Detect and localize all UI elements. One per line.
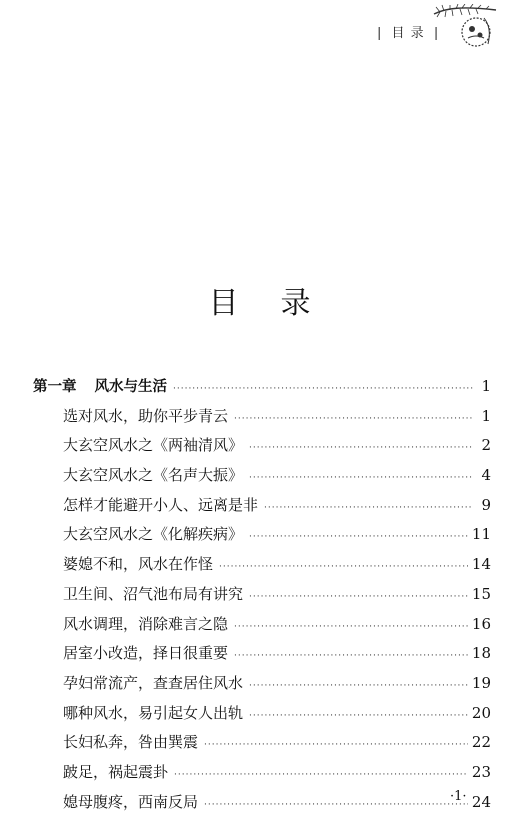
dot-leader <box>234 646 468 666</box>
dot-leader <box>204 795 468 815</box>
dot-leader <box>249 438 473 458</box>
entry-title: 居室小改造，择日很重要 <box>63 644 229 663</box>
entry-title: 孕妇常流产，查查居住风水 <box>63 673 244 692</box>
entry-page-number: 18 <box>471 644 491 663</box>
toc-entry[interactable] <box>33 673 491 703</box>
dot-leader <box>234 617 468 637</box>
entry-title: 长妇私奔，咎由巽震 <box>63 733 199 752</box>
running-head-bar-right: | <box>433 26 440 41</box>
toc-entry[interactable] <box>33 732 491 762</box>
entry-title: 大玄空风水之《化解疾病》 <box>63 525 244 544</box>
dot-leader <box>173 379 473 399</box>
entry-page-number: 2 <box>481 436 491 455</box>
toc-chapter-row[interactable] <box>33 376 491 406</box>
dot-leader <box>249 676 468 696</box>
dot-leader <box>174 765 468 785</box>
toc-entry[interactable] <box>33 435 491 465</box>
entry-title: 哪种风水，易引起女人出轨 <box>63 703 244 722</box>
entry-title: 大玄空风水之《两袖清风》 <box>63 436 244 455</box>
entry-title: 婆媳不和，风水在作怪 <box>63 555 214 574</box>
entry-title: 媳母腹疼，西南反局 <box>63 792 199 811</box>
dot-leader <box>249 527 468 547</box>
entry-page-number: 24 <box>471 792 491 811</box>
dot-leader <box>204 735 468 755</box>
dot-leader <box>264 498 473 518</box>
dot-leader <box>234 409 473 429</box>
entry-page-number: 15 <box>471 584 491 603</box>
entry-page-number: 20 <box>471 703 491 722</box>
entry-page-number: 14 <box>471 555 491 574</box>
chapter-title: 风水与生活 <box>94 379 167 395</box>
entry-page-number: 22 <box>471 733 491 752</box>
table-of-contents <box>33 376 491 821</box>
entry-title: 卫生间、沼气池布局有讲究 <box>63 584 244 603</box>
toc-entry[interactable] <box>33 495 491 525</box>
entry-title: 选对风水，助你平步青云 <box>63 406 229 425</box>
pine-branch-ornament-icon <box>432 4 498 52</box>
toc-entry[interactable] <box>33 554 491 584</box>
entry-page-number: 11 <box>471 525 491 544</box>
toc-entry[interactable] <box>33 703 491 733</box>
toc-entry[interactable] <box>33 524 491 554</box>
page-folio: ·1· <box>450 789 467 804</box>
chapter-page-number: 1 <box>481 377 491 395</box>
page-title: 目 录 <box>208 286 317 321</box>
entry-page-number: 19 <box>471 673 491 692</box>
running-head-bar-left: | <box>377 26 383 41</box>
toc-entry[interactable] <box>33 584 491 614</box>
dot-leader <box>249 706 468 726</box>
running-head-text: 目 录 <box>391 26 425 41</box>
entry-page-number: 16 <box>471 614 491 633</box>
entry-page-number: 4 <box>481 466 491 485</box>
toc-entry[interactable] <box>33 614 491 644</box>
dot-leader <box>249 468 473 488</box>
entry-page-number: 1 <box>481 406 491 425</box>
entry-title: 跛足，祸起震卦 <box>63 762 169 781</box>
toc-entry[interactable] <box>33 406 491 436</box>
chapter-number: 第一章 <box>33 379 77 395</box>
entry-title: 风水调理，消除难言之隐 <box>63 614 229 633</box>
toc-entry[interactable] <box>33 465 491 495</box>
entry-title: 大玄空风水之《名声大振》 <box>63 466 244 485</box>
dot-leader <box>219 557 468 577</box>
toc-entry[interactable] <box>33 643 491 673</box>
entry-page-number: 23 <box>471 762 491 781</box>
entry-page-number: 9 <box>481 495 491 514</box>
toc-entry[interactable] <box>33 762 491 792</box>
entry-title: 怎样才能避开小人、远离是非 <box>63 495 259 514</box>
dot-leader <box>249 587 468 607</box>
